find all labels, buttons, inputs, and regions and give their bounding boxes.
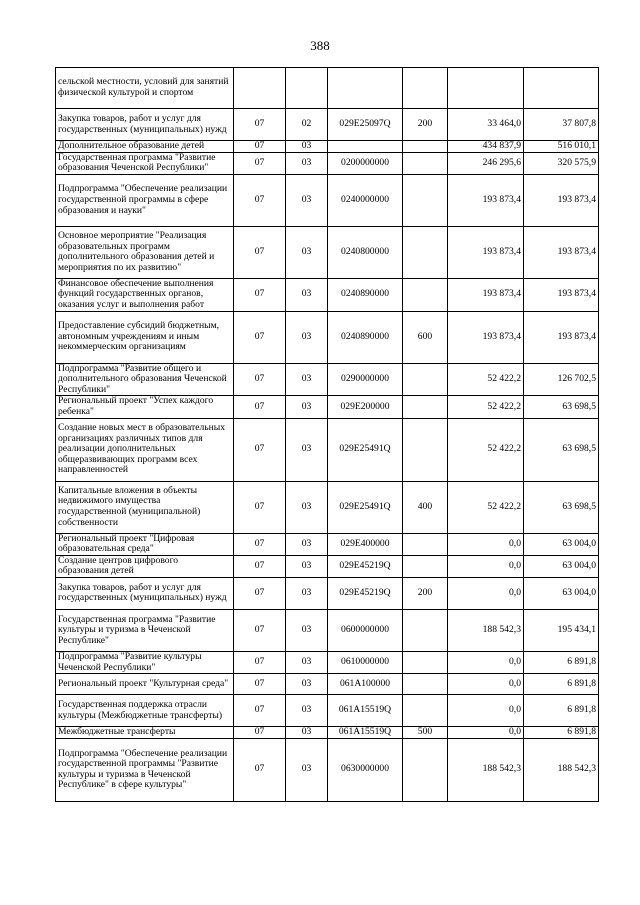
page-number: 388 xyxy=(310,38,330,53)
section-code: 07 xyxy=(234,727,286,739)
budget-table xyxy=(55,67,599,802)
line-item-name: Подпрограмма "Развитие культуры Чеченской Республики" xyxy=(56,651,234,673)
table-row xyxy=(56,555,599,577)
amount-year-2: 195 434,1 xyxy=(524,609,599,651)
line-item-name: Подпрограмма "Обеспечение реализации государственной программы в сфере образования и науки" xyxy=(56,174,234,226)
subsection-code: 03 xyxy=(286,555,328,577)
target-article-code: 061A15519Q xyxy=(328,727,403,739)
subsection-code: 03 xyxy=(286,577,328,609)
budget-table-body xyxy=(56,68,599,802)
section-code: 07 xyxy=(234,674,286,695)
amount-year-1: 246 295,6 xyxy=(448,152,524,174)
amount-year-2: 193 873,4 xyxy=(524,311,599,363)
line-item-name: Закупка товаров, работ и услуг для государственных (муниципальных) нужд xyxy=(56,577,234,609)
expense-type-code: 200 xyxy=(403,109,448,141)
subsection-code: 03 xyxy=(286,226,328,278)
target-article-code: 029E45219Q xyxy=(328,555,403,577)
subsection-code xyxy=(286,68,328,109)
amount-year-2: 6 891,8 xyxy=(524,695,599,727)
amount-year-1: 188 542,3 xyxy=(448,609,524,651)
line-item-name: Межбюджетные трансферты xyxy=(56,727,234,739)
amount-year-2: 6 891,8 xyxy=(524,651,599,673)
amount-year-2: 63 004,0 xyxy=(524,533,599,555)
amount-year-2: 37 807,8 xyxy=(524,109,599,141)
amount-year-1: 52 422,2 xyxy=(448,396,524,418)
target-article-code: 029E25491Q xyxy=(328,481,403,533)
expense-type-code xyxy=(403,418,448,481)
amount-year-2: 6 891,8 xyxy=(524,674,599,695)
table-row xyxy=(56,109,599,141)
subsection-code: 03 xyxy=(286,152,328,174)
table-row xyxy=(56,609,599,651)
table-row xyxy=(56,278,599,311)
amount-year-1: 0,0 xyxy=(448,695,524,727)
table-row xyxy=(56,396,599,418)
expense-type-code xyxy=(403,152,448,174)
expense-type-code: 200 xyxy=(403,577,448,609)
target-article-code: 0240890000 xyxy=(328,311,403,363)
table-row xyxy=(56,226,599,278)
amount-year-2: 320 575,9 xyxy=(524,152,599,174)
subsection-code: 03 xyxy=(286,311,328,363)
subsection-code: 03 xyxy=(286,727,328,739)
table-row xyxy=(56,363,599,396)
amount-year-1: 33 464,0 xyxy=(448,109,524,141)
amount-year-2 xyxy=(524,68,599,109)
amount-year-1: 52 422,2 xyxy=(448,418,524,481)
amount-year-1: 0,0 xyxy=(448,674,524,695)
subsection-code: 03 xyxy=(286,674,328,695)
line-item-name: Государственная программа "Развитие образования Чеченской Республики" xyxy=(56,152,234,174)
subsection-code: 03 xyxy=(286,738,328,801)
expense-type-code xyxy=(403,533,448,555)
amount-year-2: 193 873,4 xyxy=(524,174,599,226)
table-row xyxy=(56,311,599,363)
line-item-name: Создание новых мест в образовательных организациях различных типов для реализации дополнительных общеразвивающих программ всех направленностей xyxy=(56,418,234,481)
line-item-name: Финансовое обеспечение выполнения функций государственных органов, оказания услуг и выполнения работ xyxy=(56,278,234,311)
expense-type-code xyxy=(403,226,448,278)
expense-type-code: 600 xyxy=(403,311,448,363)
expense-type-code xyxy=(403,396,448,418)
amount-year-1: 188 542,3 xyxy=(448,738,524,801)
subsection-code: 03 xyxy=(286,141,328,153)
subsection-code: 03 xyxy=(286,396,328,418)
table-row xyxy=(56,152,599,174)
subsection-code: 03 xyxy=(286,174,328,226)
target-article-code: 029E25097Q xyxy=(328,109,403,141)
section-code: 07 xyxy=(234,278,286,311)
expense-type-code xyxy=(403,695,448,727)
subsection-code: 03 xyxy=(286,278,328,311)
section-code: 07 xyxy=(234,174,286,226)
expense-type-code: 400 xyxy=(403,481,448,533)
subsection-code: 03 xyxy=(286,363,328,396)
target-article-code xyxy=(328,68,403,109)
table-row xyxy=(56,727,599,739)
line-item-name: Основное мероприятие "Реализация образовательных программ дополнительного образования детей и мероприятия по их развитию" xyxy=(56,226,234,278)
table-row xyxy=(56,141,599,153)
section-code: 07 xyxy=(234,555,286,577)
amount-year-1: 0,0 xyxy=(448,533,524,555)
expense-type-code: 500 xyxy=(403,727,448,739)
line-item-name: Дополнительное образование детей xyxy=(56,141,234,153)
table-row xyxy=(56,695,599,727)
amount-year-1: 52 422,2 xyxy=(448,481,524,533)
line-item-name: Региональный проект "Культурная среда" xyxy=(56,674,234,695)
section-code: 07 xyxy=(234,396,286,418)
amount-year-2: 63 698,5 xyxy=(524,481,599,533)
section-code: 07 xyxy=(234,651,286,673)
amount-year-1: 0,0 xyxy=(448,727,524,739)
target-article-code: 0610000000 xyxy=(328,651,403,673)
subsection-code: 03 xyxy=(286,418,328,481)
target-article-code: 029E45219Q xyxy=(328,577,403,609)
target-article-code xyxy=(328,141,403,153)
amount-year-1: 0,0 xyxy=(448,577,524,609)
line-item-name: Региональный проект "Цифровая образовательная среда" xyxy=(56,533,234,555)
table-row xyxy=(56,481,599,533)
amount-year-2: 126 702,5 xyxy=(524,363,599,396)
amount-year-2: 63 698,5 xyxy=(524,418,599,481)
table-row xyxy=(56,533,599,555)
section-code: 07 xyxy=(234,738,286,801)
expense-type-code xyxy=(403,68,448,109)
amount-year-1: 193 873,4 xyxy=(448,174,524,226)
amount-year-1: 0,0 xyxy=(448,651,524,673)
expense-type-code xyxy=(403,609,448,651)
subsection-code: 03 xyxy=(286,695,328,727)
section-code: 07 xyxy=(234,577,286,609)
amount-year-2: 193 873,4 xyxy=(524,278,599,311)
expense-type-code xyxy=(403,278,448,311)
table-row xyxy=(56,68,599,109)
expense-type-code xyxy=(403,555,448,577)
target-article-code: 029E200000 xyxy=(328,396,403,418)
target-article-code: 0240890000 xyxy=(328,278,403,311)
target-article-code: 0600000000 xyxy=(328,609,403,651)
section-code: 07 xyxy=(234,481,286,533)
target-article-code: 0240000000 xyxy=(328,174,403,226)
section-code: 07 xyxy=(234,109,286,141)
target-article-code: 0240800000 xyxy=(328,226,403,278)
amount-year-1: 193 873,4 xyxy=(448,311,524,363)
table-row xyxy=(56,674,599,695)
section-code: 07 xyxy=(234,363,286,396)
expense-type-code xyxy=(403,651,448,673)
amount-year-1: 193 873,4 xyxy=(448,226,524,278)
target-article-code: 0200000000 xyxy=(328,152,403,174)
subsection-code: 02 xyxy=(286,109,328,141)
section-code: 07 xyxy=(234,152,286,174)
table-row xyxy=(56,577,599,609)
amount-year-1 xyxy=(448,68,524,109)
target-article-code: 061A100000 xyxy=(328,674,403,695)
amount-year-2: 6 891,8 xyxy=(524,727,599,739)
expense-type-code xyxy=(403,141,448,153)
table-row xyxy=(56,174,599,226)
subsection-code: 03 xyxy=(286,481,328,533)
expense-type-code xyxy=(403,738,448,801)
expense-type-code xyxy=(403,674,448,695)
target-article-code: 061A15519Q xyxy=(328,695,403,727)
line-item-name: Капитальные вложения в объекты недвижимого имущества государственной (муниципальной) собственности xyxy=(56,481,234,533)
amount-year-2: 63 004,0 xyxy=(524,555,599,577)
line-item-name: сельской местности, условий для занятий физической культурой и спортом xyxy=(56,68,234,109)
section-code: 07 xyxy=(234,533,286,555)
subsection-code: 03 xyxy=(286,609,328,651)
subsection-code: 03 xyxy=(286,651,328,673)
amount-year-1: 52 422,2 xyxy=(448,363,524,396)
amount-year-2: 188 542,3 xyxy=(524,738,599,801)
line-item-name: Закупка товаров, работ и услуг для государственных (муниципальных) нужд xyxy=(56,109,234,141)
amount-year-2: 193 873,4 xyxy=(524,226,599,278)
line-item-name: Государственная программа "Развитие культуры и туризма в Чеченской Республике" xyxy=(56,609,234,651)
line-item-name: Создание центров цифрового образования детей xyxy=(56,555,234,577)
subsection-code: 03 xyxy=(286,533,328,555)
expense-type-code xyxy=(403,174,448,226)
amount-year-2: 516 010,1 xyxy=(524,141,599,153)
section-code: 07 xyxy=(234,226,286,278)
target-article-code: 0630000000 xyxy=(328,738,403,801)
line-item-name: Подпрограмма "Развитие общего и дополнительного образования Чеченской Республики" xyxy=(56,363,234,396)
amount-year-2: 63 004,0 xyxy=(524,577,599,609)
section-code: 07 xyxy=(234,609,286,651)
section-code: 07 xyxy=(234,695,286,727)
line-item-name: Региональный проект "Успех каждого ребенка" xyxy=(56,396,234,418)
line-item-name: Предоставление субсидий бюджетным, автономным учреждениям и иным некоммерческим организациям xyxy=(56,311,234,363)
table-row xyxy=(56,418,599,481)
table-row xyxy=(56,651,599,673)
line-item-name: Подпрограмма "Обеспечение реализации государственной программы "Развитие культуры и туризма в Чеченской Республике" в сфере культуры" xyxy=(56,738,234,801)
section-code: 07 xyxy=(234,418,286,481)
amount-year-2: 63 698,5 xyxy=(524,396,599,418)
section-code xyxy=(234,68,286,109)
section-code: 07 xyxy=(234,141,286,153)
target-article-code: 0290000000 xyxy=(328,363,403,396)
target-article-code: 029E400000 xyxy=(328,533,403,555)
table-row xyxy=(56,738,599,801)
section-code: 07 xyxy=(234,311,286,363)
amount-year-1: 0,0 xyxy=(448,555,524,577)
amount-year-1: 193 873,4 xyxy=(448,278,524,311)
expense-type-code xyxy=(403,363,448,396)
target-article-code: 029E25491Q xyxy=(328,418,403,481)
line-item-name: Государственная поддержка отрасли культуры (Межбюджетные трансферты) xyxy=(56,695,234,727)
amount-year-1: 434 837,9 xyxy=(448,141,524,153)
